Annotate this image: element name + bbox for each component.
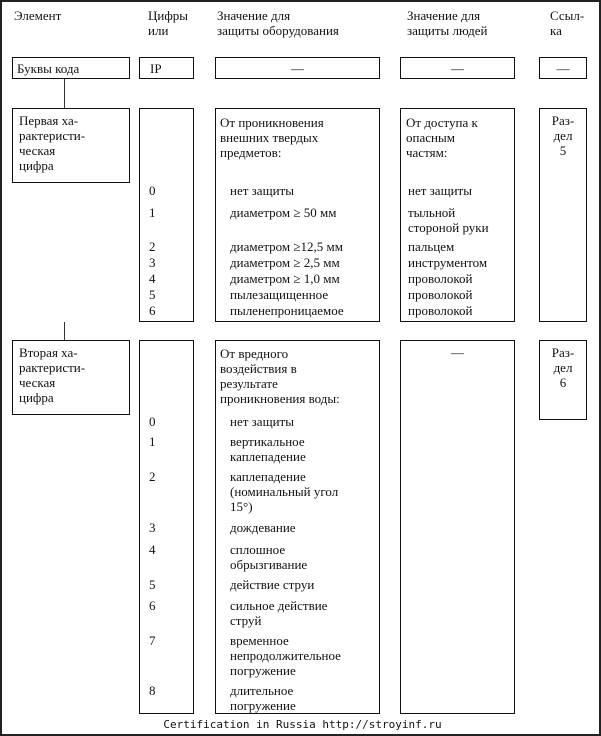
people-value: тыльной стороной руки [408,205,489,235]
equipment-value: диаметром ≥ 50 мм [230,205,337,220]
equipment-value: дождевание [230,520,296,535]
code-equipment-value: — [291,61,304,76]
equipment-value: диаметром ≥12,5 мм [230,239,343,254]
footer-note: Certification in Russia http://stroyinf.ru [163,718,442,731]
equipment-value: длительное погружение [230,683,296,713]
code-people-box [400,57,515,79]
connector-line [64,322,65,340]
second-equipment-intro: От вредного воздействия в результате проникновения воды: [220,346,340,406]
equipment-value: диаметром ≥ 2,5 мм [230,255,340,270]
equipment-value: диаметром ≥ 1,0 мм [230,271,340,286]
header-people: Значение для защиты людей [407,8,488,38]
digit-value: 5 [149,577,156,592]
code-people-value: — [451,61,464,76]
code-letters-box [12,57,130,79]
equipment-value: нет защиты [230,414,294,429]
first-digit-element-box: Первая ха- рактеристи- ческая цифра [12,108,130,183]
equipment-value: действие струи [230,577,315,592]
digit-value: 1 [149,434,156,449]
digit-value: 8 [149,683,156,698]
people-value: проволокой [408,287,473,302]
digit-value: 3 [149,520,156,535]
code-letters-label: Буквы кода [17,61,80,76]
digit-value: 4 [149,271,156,286]
digit-value: 3 [149,255,156,270]
equipment-value: сплошное обрызгивание [230,542,308,572]
header-equipment: Значение для защиты оборудования [217,8,339,38]
equipment-value: вертикальное каплепадение [230,434,306,464]
connector-line [64,79,65,109]
second-ref-box: Раз- дел 6 [539,340,587,420]
code-ref-box [539,57,587,79]
people-value: проволокой [408,271,473,286]
first-digits-box [139,108,194,322]
header-ref: Ссыл- ка [550,8,585,38]
people-value: инструментом [408,255,488,270]
digit-value: 6 [149,598,156,613]
people-value: проволокой [408,303,473,318]
digit-value: 4 [149,542,156,557]
digit-value: 0 [149,183,156,198]
digit-value: 6 [149,303,156,318]
digit-value: 0 [149,414,156,429]
code-ref-value: — [556,61,570,76]
equipment-value: нет защиты [230,183,294,198]
digit-value: 5 [149,287,156,302]
digit-value: 2 [149,239,156,254]
first-people-intro: От доступа к опасным частям: [406,115,478,160]
header-digits: Цифры или [148,8,189,38]
code-digits-value: IP [150,61,162,76]
digit-value: 1 [149,205,156,220]
people-value: пальцем [408,239,455,254]
code-equipment-box [215,57,380,79]
code-digits-box [139,57,194,79]
first-ref-box: Раз- дел 5 [539,108,587,322]
equipment-value: каплепадение (номинальный угол 15°) [230,469,339,514]
second-digit-element-box: Вторая ха- рактеристи- ческая цифра [12,340,130,415]
first-equipment-intro: От проникновения внешних твердых предметов: [220,115,324,160]
digit-value: 7 [149,633,156,648]
header-element: Элемент [14,8,62,23]
second-digits-box [139,340,194,714]
equipment-value: сильное действие струй [230,598,328,628]
equipment-value: пылезащищенное [230,287,329,302]
equipment-value: временное непродолжительное погружение [230,633,341,678]
second-people-box: — [400,340,515,714]
equipment-value: пыленепроницаемое [230,303,344,318]
digit-value: 2 [149,469,156,484]
people-value: нет защиты [408,183,472,198]
